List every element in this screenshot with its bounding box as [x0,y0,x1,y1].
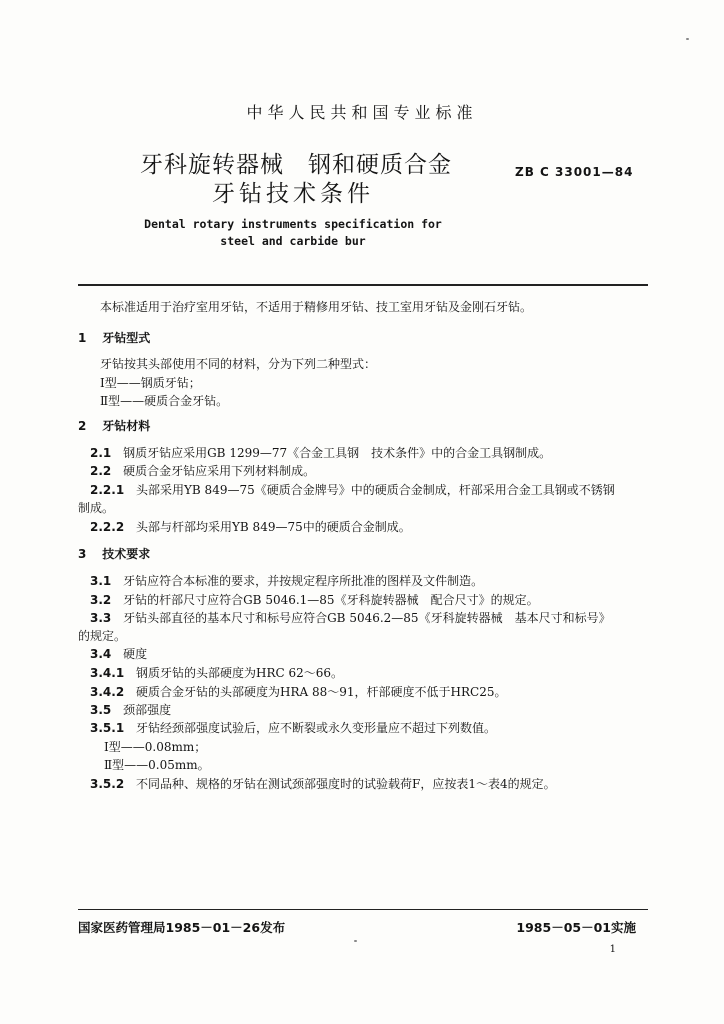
section-number: 1 [78,331,87,345]
clause-text: 颈部强度 [123,703,172,717]
clause-text: 牙钻头部直径的基本尺寸和标号应符合GB 5046.2—85《牙科旋转器械 基本尺寸和标号》 [123,611,611,625]
clause-number: 3.2 [90,593,112,607]
clause-number: 2.2 [90,464,112,478]
page-number: 1 [609,944,616,955]
clause-text: 钢质牙钻应采用GB 1299—77《合金工具钢 技术条件》中的合金工具钢制成。 [123,446,552,460]
title-line-2: 牙钻技术条件 [212,181,374,207]
clause-2-1 [90,445,551,461]
section-3-heading [78,546,150,562]
clause-text: 不同品种、规格的牙钻在测试颈部强度时的试验载荷F，应按表1～表4的规定。 [136,777,556,791]
clause-2-2-2 [90,519,411,535]
clause-3-4-2 [90,684,506,700]
clause-text: 硬度 [123,647,148,661]
clause-text: 头部与杆部均采用YB 849—75中的硬质合金制成。 [136,520,411,534]
clause-number: 3.4.2 [90,685,125,699]
english-title-line-2: steel and carbide bur [220,234,366,248]
clause-number: 3.5 [90,703,112,717]
scan-speck [354,940,357,942]
clause-text: 牙钻经颈部强度试验后，应不断裂或永久变形量应不超过下列数值。 [136,721,497,735]
header-divider [78,284,648,286]
clause-2-2-1-continued: 制成。 [78,501,115,515]
clause-number: 3.1 [90,574,112,588]
clause-number: 3.5.1 [90,721,125,735]
clause-number: 3.3 [90,611,112,625]
clause-3-5-1 [90,720,496,736]
section-2-heading [78,418,150,434]
clause-text: 钢质牙钻的头部硬度为HRC 62～66。 [136,666,344,680]
section-title: 牙钻型式 [102,331,151,345]
clause-3-1 [90,573,483,589]
clause-text: 硬质合金牙钻的头部硬度为HRA 88～91，杆部硬度不低于HRC25。 [136,685,507,699]
clause-3-3-continued: 的规定。 [78,629,127,643]
clause-3-5 [90,702,171,718]
type-1-item: Ⅰ型——钢质牙钻； [100,376,201,390]
clause-3-5-2 [90,776,556,792]
section-title: 技术要求 [102,547,151,561]
clause-text: 牙钻的杆部尺寸应符合GB 5046.1—85《牙科旋转器械 配合尺寸》的规定。 [123,593,539,607]
clause-number: 2.1 [90,446,112,460]
section-number: 3 [78,547,87,561]
limit-type-2: Ⅱ型——0.05mm。 [104,758,210,772]
clause-number: 2.2.1 [90,483,125,497]
standard-number: ZB C 33001—84 [515,165,634,179]
section-1-text: 牙钻按其头部使用不同的材料，分为下列二种型式： [100,357,377,371]
clause-2-2-1 [90,482,615,498]
clause-number: 2.2.2 [90,520,125,534]
clause-text: 硬质合金牙钻应采用下列材料制成。 [123,464,316,478]
clause-text: 牙钻应符合本标准的要求，并按规定程序所批准的图样及文件制造。 [123,574,484,588]
clause-number: 3.5.2 [90,777,125,791]
clause-3-4 [90,646,147,662]
section-1-heading [78,330,150,346]
clause-3-2 [90,592,539,608]
effective-date: 1985－05－01实施 [516,920,636,935]
clause-text: 头部采用YB 849—75《硬质合金牌号》中的硬质合金制成，杆部采用合金工具钢或不锈钢 [136,483,615,497]
clause-3-4-1 [90,665,343,681]
section-title: 牙钻材料 [102,419,151,433]
type-2-item: Ⅱ型——硬质合金牙钻。 [100,394,229,408]
title-line-1: 牙科旋转器械 钢和硬质合金 [140,152,452,178]
document-header: 中华人民共和国专业标准 [246,103,478,122]
scan-speck [686,38,689,40]
intro-paragraph: 本标准适用于治疗室用牙钻，不适用于精修用牙钻、技工室用牙钻及金刚石牙钻。 [100,300,533,314]
clause-number: 3.4 [90,647,112,661]
issue-info: 国家医药管理局1985－01－26发布 [78,920,286,935]
limit-type-1: Ⅰ型——0.08mm； [104,740,207,754]
footer-divider [78,909,648,910]
english-title-line-1: Dental rotary instruments specification for [144,217,442,231]
clause-2-2 [90,463,315,479]
section-number: 2 [78,419,87,433]
clause-number: 3.4.1 [90,666,125,680]
clause-3-3 [90,610,611,626]
